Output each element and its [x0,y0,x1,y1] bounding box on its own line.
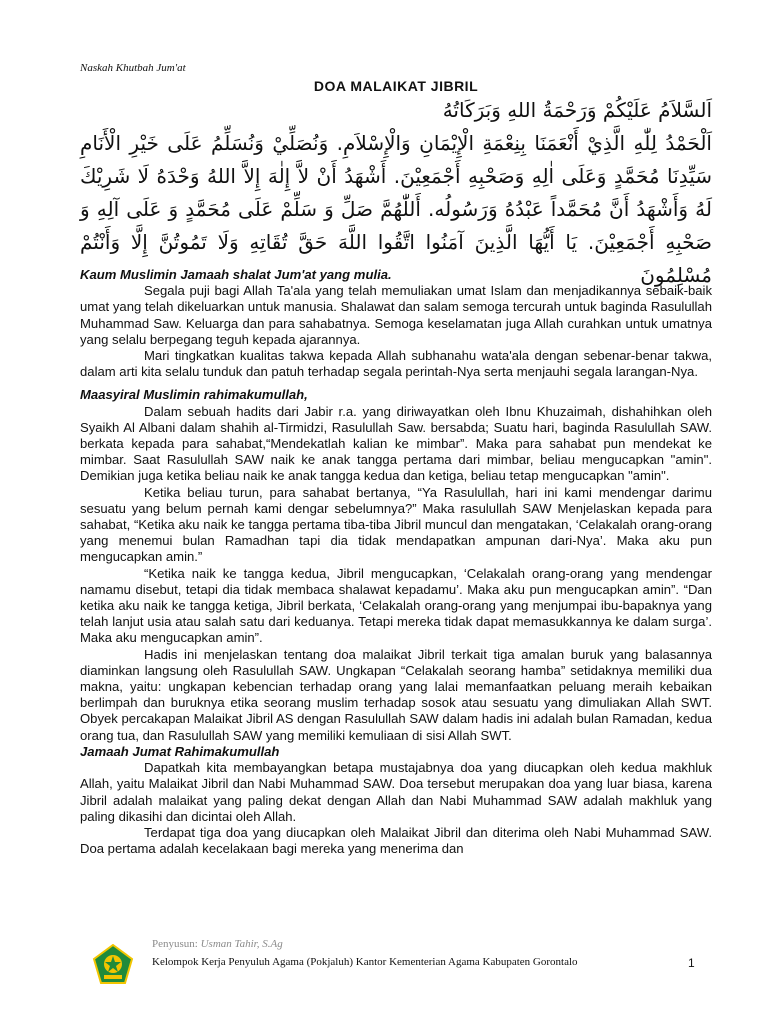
arabic-opening [80,94,712,292]
kemenag-emblem-icon [92,944,134,986]
paragraph: Mari tingkatkan kualitas takwa kepada Allah subhanahu wata'ala dengan sebenar-benar takwa, dalam arti kita selalu tunduk dan patuh terhadap segala perintah-Nya serta menjauhi segala larangan-Nya. [80,348,712,380]
sermon-body [80,267,712,857]
paragraph: Dalam sebuah hadits dari Jabir r.a. yang diriwayatkan oleh Ibnu Khuzaimah, dishahihkan oleh Syaikh Al Albani dalam shahih al-Tirmidzi, Rasulullah Saw. bersabda; Suatu hari, baginda Rasulullah SAW. berkata kepada para sahabat,“Mendekatlah kalian ke mimbar”. Maka para sahabat pun mendekat ke mimbar. Saat Rasulullah SAW naik ke anak tangga pertama dari mimbar, beliau mengucapkan "amin". Demikian juga ketika beliau naik ke anak tangga kedua dan ketiga, beliau tetap mengucapkan "amin". [80,403,712,484]
paragraph: Hadis ini menjelaskan tentang doa malaikat Jibril terkait tiga amalan buruk yang balasannya diaminkan langsung oleh Rasulullah SAW. Ungkapan “Celakalah seorang hamba” setidaknya memiliki dua makna, yaitu: ungkapan kebencian terhadap orang yang lalai memanfaatkan peluang meraih kebaikan berlimpah dan buruknya etika seorang muslim terhadap sosok atau sesuatu yang dimuliakan Allah SWT. Obyek percakapan Malaikat Jibril AS dengan Rasulullah SAW dalam hadis ini adalah bulan Ramadan, kedua orang tua, dan Rasulullah SAW yang memiliki kemuliaan di sisi Allah SWT. [80,646,712,743]
paragraph: Terdapat tiga doa yang diucapkan oleh Malaikat Jibril dan diterima oleh Nabi Muhammad SAW. Doa pertama adalah kecelakaan bagi mereka yang menerima dan [80,824,712,857]
paragraph: Ketika beliau turun, para sahabat bertanya, “Ya Rasulullah, hari ini kami mendengar darimu sesuatu yang belum pernah kami dengar sebelumnya?” Maka rasulullah SAW Menjelaskan kepada para sahabat, “Ketika aku naik ke tangga pertama tiba-tiba Jibril muncul dan mengatakan, ‘Celakalah orang-orang yang menemui bulan Ramadhan tapi dia tidak mendapatkan ampunan dari-Nya’. Maka aku pun mengucapkan amin.” [80,484,712,565]
paragraph: “Ketika naik ke tangga kedua, Jibril mengucapkan, ‘Celakalah orang-orang yang mendengar namamu disebut, tetapi dia tidak membaca shalawat kepadamu’. Maka aku pun mengucapkan amin”. “Dan ketika aku naik ke tangga ketiga, Jibril berkata, ‘Celakalah orang-orang yang menjumpai ibu-bapaknya yang telah lanjut usia atau salah satu dari keduanya. Tetapi mereka tidak dapat memasukkannya ke dalam surga’. Maka aku mengucapkan amin”. [80,565,712,646]
section-heading: Jamaah Jumat Rahimakumullah [80,743,280,759]
page-title: DOA MALAIKAT JIBRIL [313,78,479,94]
page-number: 1 [688,956,695,970]
arabic-text: اَلْحَمْدُ لِلّٰهِ الَّذِيْ أَنْعَمَنَا بِنِعْمَةِ الْإِيْمَانِ وَالْإِسْلاَمِ. وَنُصَلِّيْ وَنُسَلِّمُ عَلَى خَيْرِ الْأَنَامِ سَيِّدِنَا مُحَمَّدٍ وَعَلَى اٰلِهِ وَصَحْبِهِ أَجْمَعِيْنَ. أَشْهَدُ أَنْ لاَّ إِلٰهَ إِلاَّ اللهُ وَحْدَهُ لَا شَرِيْكَ لَهُ وَأَشْهَدُ أَنَّ مُحَمَّداً عَبْدُهُ وَرَسُولُه. أَللّٰهُمَّ صَلِّ وَ سَلِّمْ عَلَى مُحَمَّدٍ وَ عَلَى آلِهِ وَ صَحْبِهِ أَجْمَعِيْنَ. يَا أَيُّهَا الَّذِينَ آمَنُوا اتَّقُوا اللَّهَ حَقَّ تُقَاتِهِ وَلَا تَمُوتُنَّ إِلَّا وَأَنْتُمْ مُسْلِمُونَ [80,131,712,287]
section-heading: Kaum Muslimin Jamaah shalat Jum'at yang mulia. [80,267,392,282]
author-label: Penyusun: [152,938,198,950]
footer-organization: Kelompok Kerja Penyuluh Agama (Pokjaluh) Kantor Kementerian Agama Kabupaten Gorontalo [152,956,578,968]
author-name: Usman Tahir, S.Ag [200,938,283,950]
arabic-salam: اَلسَّلاَمُ عَلَيْكُمْ وَرَحْمَةُ اللهِ وَبَرَكَاتُهُ [442,98,712,122]
page-footer [0,938,768,1024]
footer-author [152,938,283,950]
paragraph: Segala puji bagi Allah Ta'ala yang telah memuliakan umat Islam dan menjadikannya sebaik-baik umat yang telah dikeluarkan untuk manusia. Shalawat dan salam semoga tercurah untuk baginda Rasulullah Muhammad Saw. Keluarga dan para sahabatnya. Semoga keselamatan juga Allah curahkan untuk umatnya yang selalu berpegang teguh kepada ajarannya. [80,283,712,347]
section-heading: Maasyiral Muslimin rahimakumullah, [80,387,308,403]
header-note: Naskah Khutbah Jum'at [80,62,186,74]
paragraph: Dapatkah kita membayangkan betapa mustajabnya doa yang diucapkan oleh kedua makhluk Allah, yaitu Malaikat Jibril dan Nabi Muhammad SAW. Doa tersebut merupakan doa yang luar biasa, karena Jibril adalah malaikat yang paling dekat dengan Allah dan Nabi Muhammad SAW adalah makhluk yang paling dikasihi dan dicintai oleh Allah. [80,760,712,824]
